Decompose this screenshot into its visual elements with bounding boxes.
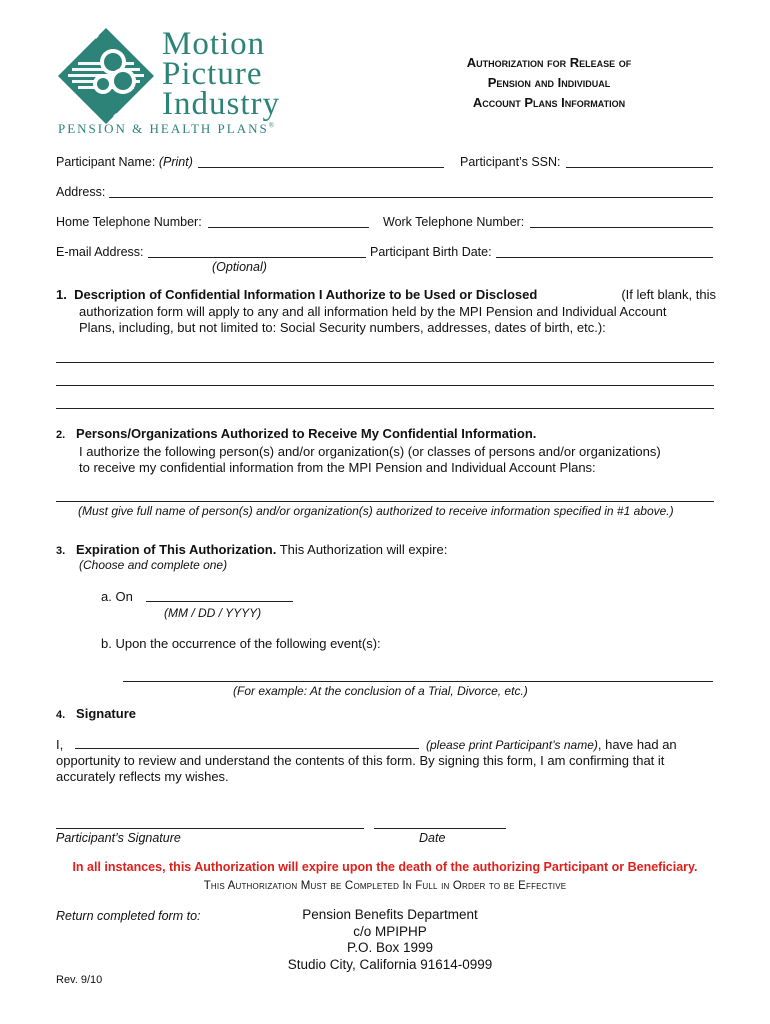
signature-label: Participant’s Signature (56, 831, 181, 845)
section-2-number: 2. (56, 429, 66, 441)
section-1-text-b: authorization form will apply to any and all information held by the MPI Pension and Individual Account (79, 303, 667, 319)
date-format-note: (MM / DD / YYYY) (164, 606, 262, 620)
signature-date-label: Date (419, 831, 446, 845)
address-label: Address: (56, 185, 106, 199)
section-2-text-b: to receive my confidential information from the MPI Pension and Individual Account Plans: (79, 460, 596, 475)
section-1-number: 1. (56, 287, 67, 302)
option-a-label: a. On (101, 589, 133, 604)
complete-notice: This Authorization Must be Completed In Full in Order to be Effective (203, 880, 567, 892)
section-4-number: 4. (56, 709, 66, 721)
revision: Rev. 9/10 (56, 974, 103, 986)
email-field[interactable] (148, 244, 366, 258)
address-field[interactable] (109, 184, 713, 198)
home-phone-field[interactable] (208, 214, 369, 228)
expiration-warning: In all instances, this Authorization will expire upon the death of the authorizing Participant or Beneficiary. (72, 860, 698, 874)
section-2-line-field[interactable] (56, 501, 714, 502)
form-title-line-1: Authorization for Release of (466, 55, 632, 70)
print-name-field[interactable] (75, 735, 419, 749)
email-label: E-mail Address: (56, 245, 144, 259)
logo-word-motion: Motion (162, 26, 266, 62)
logo-subtitle-text: PENSION & HEALTH PLANS (58, 121, 269, 136)
participant-name-print-note: (Print) (158, 155, 193, 169)
work-phone-label: Work Telephone Number: (383, 215, 525, 229)
return-line-3: P.O. Box 1999 (346, 940, 434, 955)
section-4-heading-line (56, 706, 136, 724)
section-1-line-field-2[interactable] (56, 385, 714, 386)
print-name-note: (please print Participant’s name) (426, 738, 598, 752)
section-3-text: This Authorization will expire: (276, 542, 448, 557)
option-b-label: b. Upon the occurrence of the following event(s): (101, 636, 381, 651)
section-2-heading: Persons/Organizations Authorized to Receive My Confidential Information. (76, 426, 537, 441)
home-phone-label: Home Telephone Number: (56, 215, 202, 229)
birth-date-label: Participant Birth Date: (370, 245, 492, 259)
return-address (270, 907, 510, 973)
section-1-heading-wrap (56, 287, 537, 304)
logo-word-industry: Industry (162, 86, 280, 122)
section-3-heading-line (56, 542, 447, 560)
expiration-event-field[interactable] (123, 681, 713, 682)
participant-ssn-field[interactable] (566, 154, 713, 168)
work-phone-field[interactable] (530, 214, 713, 228)
film-reel-icon (56, 26, 156, 126)
participant-name-field[interactable] (198, 154, 444, 168)
section-1-line-field-1[interactable] (56, 362, 714, 363)
section-3-choose-note: (Choose and complete one) (79, 558, 228, 572)
logo-word-picture: Picture (162, 56, 263, 92)
signature-field[interactable] (56, 828, 364, 829)
logo-subtitle (58, 121, 276, 137)
section-1-line-field-3[interactable] (56, 408, 714, 409)
form-title-line-2: Pension and Individual (487, 75, 611, 90)
section-3-heading: Expiration of This Authorization. (76, 542, 277, 557)
section-4-line-1-tail (426, 737, 677, 754)
section-1-text-a: (If left blank, this (621, 287, 716, 302)
mpi-logo-mark (56, 26, 156, 126)
return-line-1: Pension Benefits Department (302, 907, 478, 922)
section-1-line-1 (56, 287, 716, 304)
section-4-text-a: , have had an (597, 737, 677, 752)
return-line-2: c/o MPIPHP (353, 923, 427, 939)
participant-name-text: Participant Name: (56, 155, 159, 169)
section-4-text-c: accurately reflects my wishes. (56, 769, 229, 784)
return-line-4: Studio City, California 91614-0999 (287, 956, 493, 972)
section-1 (56, 287, 716, 337)
section-2-heading-line (56, 426, 716, 444)
participant-ssn-label: Participant’s SSN: (460, 155, 561, 169)
birth-date-field[interactable] (496, 244, 713, 258)
signature-date-field[interactable] (374, 828, 506, 829)
section-4-text-b: opportunity to review and understand the contents of this form. By signing this form, I am confirming that it (56, 753, 665, 768)
section-3-number: 3. (56, 545, 66, 557)
return-label: Return completed form to: (56, 909, 201, 923)
section-2-note: (Must give full name of person(s) and/or organization(s) authorized to receive information specified in #1 above.) (78, 504, 674, 518)
expiration-date-field[interactable] (146, 588, 293, 602)
section-1-heading: Description of Confidential Information I Authorize to be Used or Disclosed (74, 287, 538, 302)
participant-name-label (56, 155, 193, 169)
form-title-line-3: Account Plans Information (472, 95, 626, 110)
registered-mark: ® (268, 121, 277, 130)
section-1-text-c: Plans, including, but not limited to: Social Security numbers, addresses, dates of birth, etc.): (79, 320, 606, 335)
section-2-text-a: I authorize the following person(s) and/or organization(s) (or classes of persons and/or organizations) (79, 443, 661, 459)
section-4-heading: Signature (76, 706, 136, 721)
section-4-i-prefix: I, (56, 737, 64, 752)
email-optional-note: (Optional) (212, 260, 267, 274)
example-note: (For example: At the conclusion of a Trial, Divorce, etc.) (233, 684, 528, 698)
section-2 (56, 426, 716, 477)
